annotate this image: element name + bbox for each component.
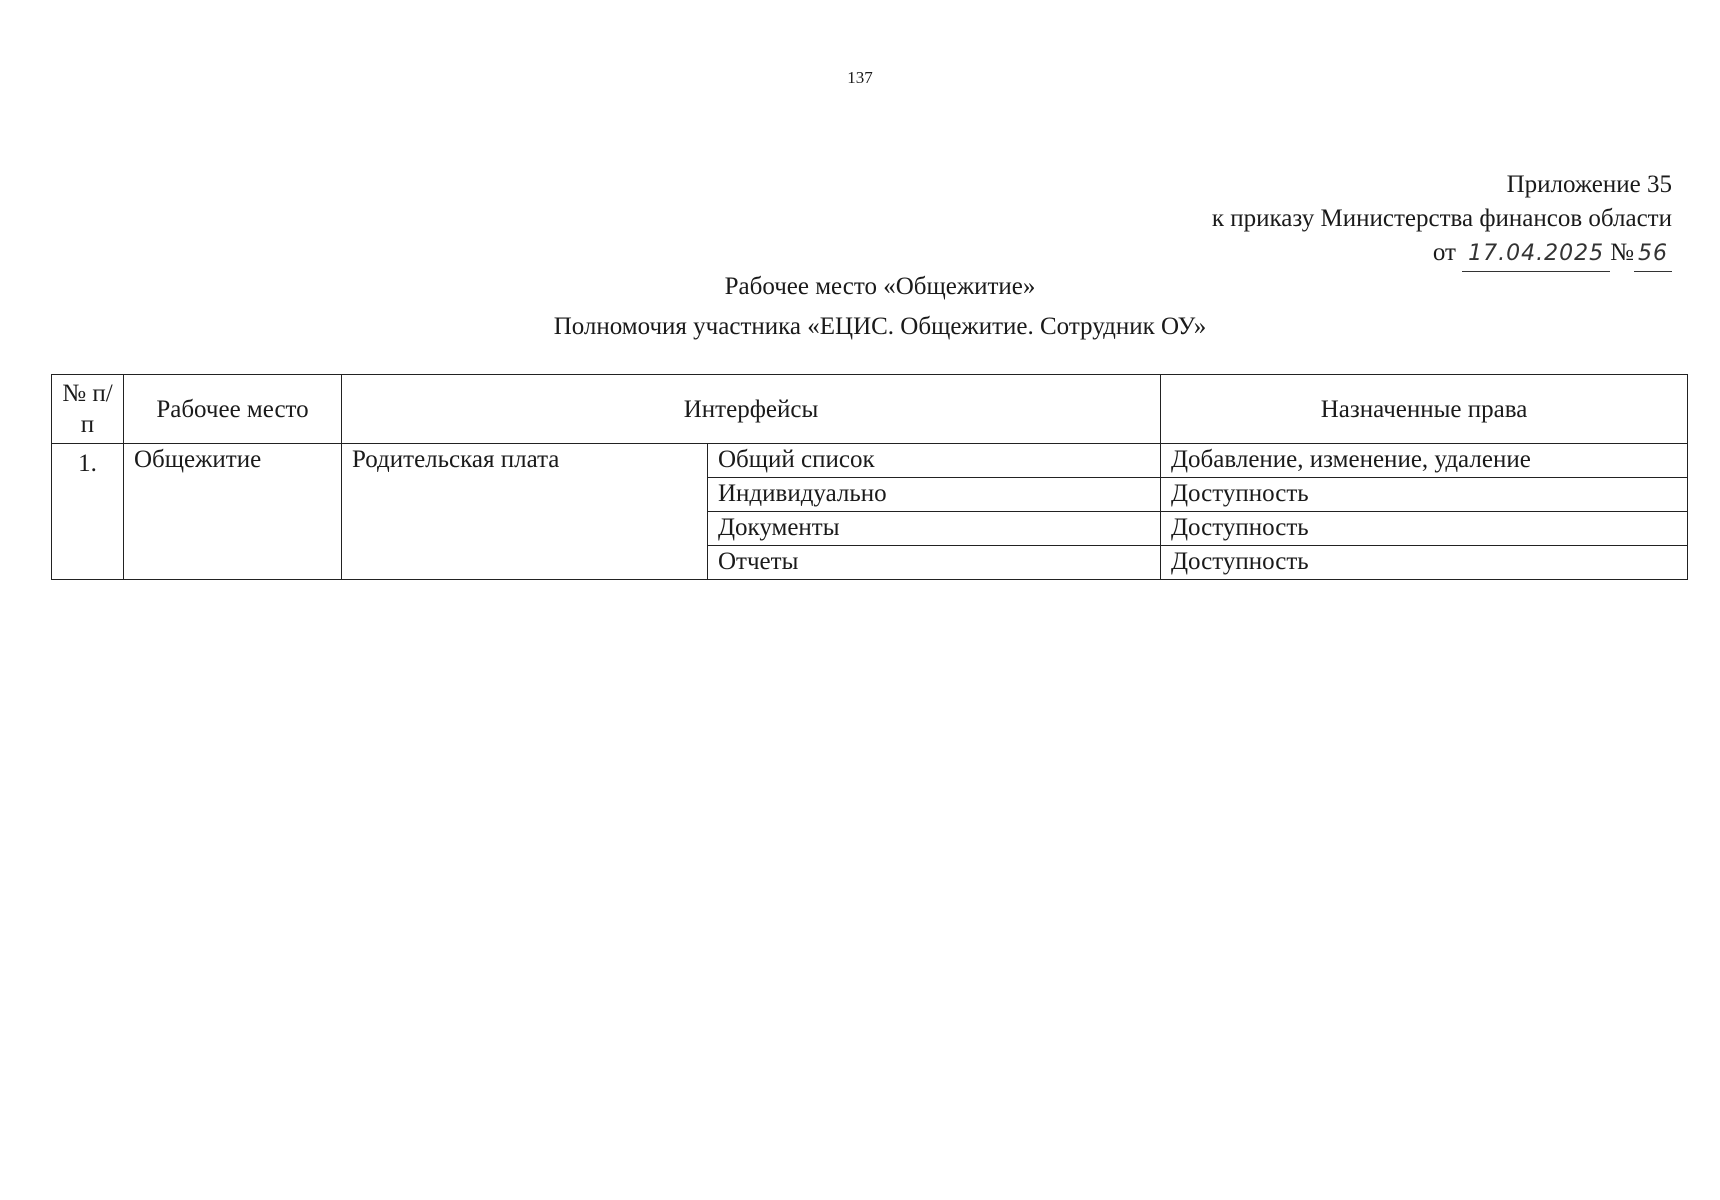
interface-group-cell: Родительская плата [342,444,708,580]
appendix-title: Приложение 35 [1506,171,1672,198]
row-number: 1. [52,444,124,580]
rights-cell: Доступность [1161,512,1688,546]
workplace-cell: Общежитие [124,444,342,580]
rights-cell: Добавление, изменение, удаление [1161,444,1688,478]
date-prefix: от [1432,239,1456,266]
handwritten-date: 17.04.2025 [1462,237,1610,272]
header-workplace: Рабочее место [124,375,342,444]
permissions-table [51,374,1688,580]
interface-cell: Отчеты [708,546,1161,580]
order-reference: к приказу Министерства финансов области [1211,205,1672,232]
interface-cell: Документы [708,512,1161,546]
document-heading [0,267,1720,347]
header-interfaces: Интерфейсы [342,375,1161,444]
header-num: № п/п [52,375,124,444]
rights-cell: Доступность [1161,546,1688,580]
interface-cell: Общий список [708,444,1161,478]
rights-cell: Доступность [1161,478,1688,512]
number-sign: № [1610,239,1634,266]
table-header-row [52,375,1688,444]
header-rights: Назначенные права [1161,375,1688,444]
heading-line-1: Рабочее место «Общежитие» [724,273,1036,300]
heading-line-2: Полномочия участника «ЕЦИС. Общежитие. Сотрудник ОУ» [553,313,1207,340]
handwritten-number: 56 [1634,237,1672,272]
interface-cell: Индивидуально [708,478,1161,512]
table-row [52,444,1688,478]
appendix-block [1212,168,1672,272]
page-number: 137 [847,68,873,87]
